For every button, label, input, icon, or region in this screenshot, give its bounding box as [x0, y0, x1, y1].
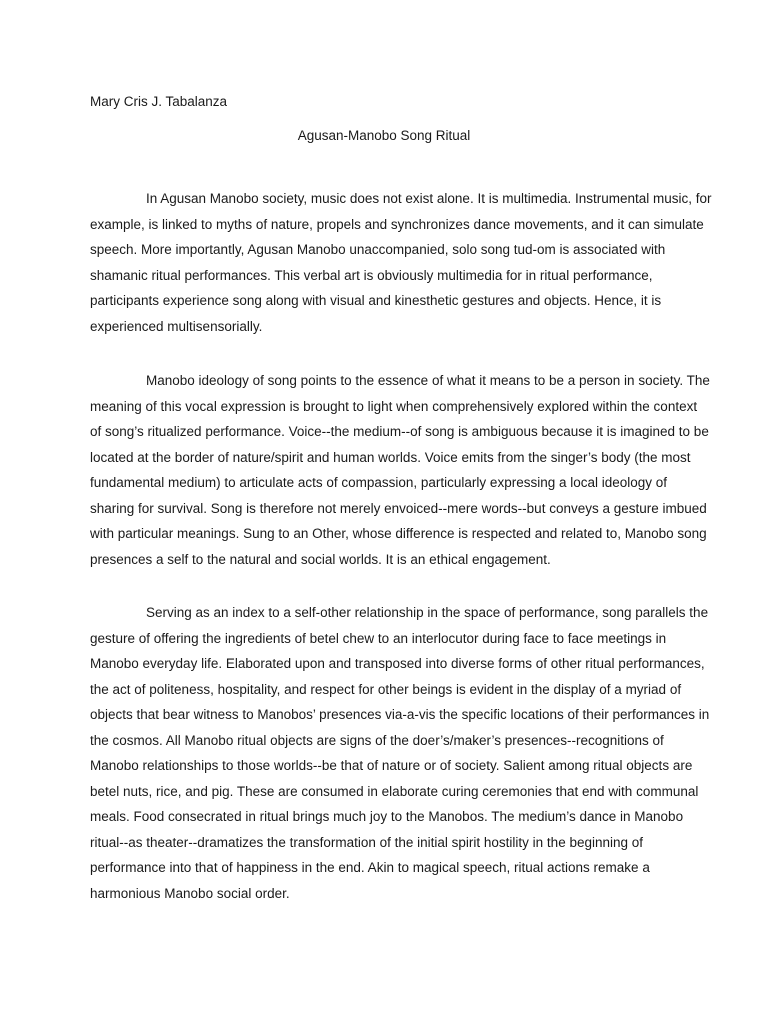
text-line: sharing for survival. Song is therefore not merely envoiced--mere words--but conveys a gesture imbued — [90, 500, 707, 516]
text-line: participants experience song along with visual and kinesthetic gestures and objects. Hence, it is — [90, 293, 662, 308]
paragraph-3 — [90, 600, 710, 906]
text-line: experienced multisensorially. — [90, 318, 263, 334]
text-line: objects that bear witness to Manobos’ presences via-a-vis the specific locations of their performances in — [90, 707, 710, 722]
text-line: speech. More importantly, Agusan Manobo unaccompanied, solo song tud-om is associated with — [90, 242, 666, 257]
text-line: ritual--as theater--dramatizes the transformation of the initial spirit hostility in the beginning of — [90, 834, 644, 850]
text-line: harmonious Manobo social order. — [90, 885, 290, 901]
text-line: example, is linked to myths of nature, propels and synchronizes dance movements, and it can simulate — [90, 216, 704, 232]
text-line: presences a self to the natural and social worlds. It is an ethical engagement. — [90, 551, 551, 567]
paragraph-2 — [90, 368, 710, 572]
text-line: In Agusan Manobo society, music does not exist alone. It is multimedia. Instrumental music, for — [146, 191, 712, 206]
text-line: with particular meanings. Sung to an Other, whose difference is respected and related to, Manobo song — [90, 526, 707, 541]
text-line: fundamental medium) to articulate acts of compassion, particularly expressing a local ideology of — [90, 475, 668, 490]
document-title: Agusan-Manobo Song Ritual — [297, 128, 471, 143]
text-line: Manobo ideology of song points to the essence of what it means to be a person in society. The — [146, 373, 710, 388]
document-body — [90, 186, 712, 906]
text-line: betel nuts, rice, and pig. These are consumed in elaborate curing ceremonies that end with communal — [90, 783, 699, 799]
text-line: located at the border of nature/spirit and human worlds. Voice emits from the singer’s body (the most — [90, 449, 691, 465]
text-line: meaning of this vocal expression is brought to light when comprehensively explored within the context — [90, 398, 698, 414]
text-line: Serving as an index to a self-other relationship in the space of performance, song parallels the — [146, 605, 709, 620]
text-line: gesture of offering the ingredients of betel chew to an interlocutor during face to face meetings in — [90, 630, 667, 646]
text-line: of song’s ritualized performance. Voice--the medium--of song is ambiguous because it is imagined to be — [90, 424, 709, 439]
paragraph-1 — [90, 186, 712, 339]
text-line: Manobo everyday life. Elaborated upon and transposed into diverse forms of other ritual performances, — [90, 656, 705, 671]
text-line: meals. Food consecrated in ritual brings much joy to the Manobos. The medium’s dance in Manobo — [90, 809, 684, 824]
text-line: the cosmos. All Manobo ritual objects are signs of the doer’s/maker’s presences--recognitions of — [90, 732, 664, 748]
text-line: shamanic ritual performances. This verbal art is obviously multimedia for in ritual performance, — [90, 267, 653, 283]
author-name: Mary Cris J. Tabalanza — [90, 94, 228, 109]
text-line: performance into that of happiness in the end. Akin to magical speech, ritual actions remake a — [90, 860, 650, 875]
text-line: Manobo relationships to those worlds--be that of nature or of society. Salient among ritual objects are — [90, 758, 693, 773]
text-line: the act of politeness, hospitality, and respect for other beings is evident in the display of a myriad of — [90, 681, 682, 697]
